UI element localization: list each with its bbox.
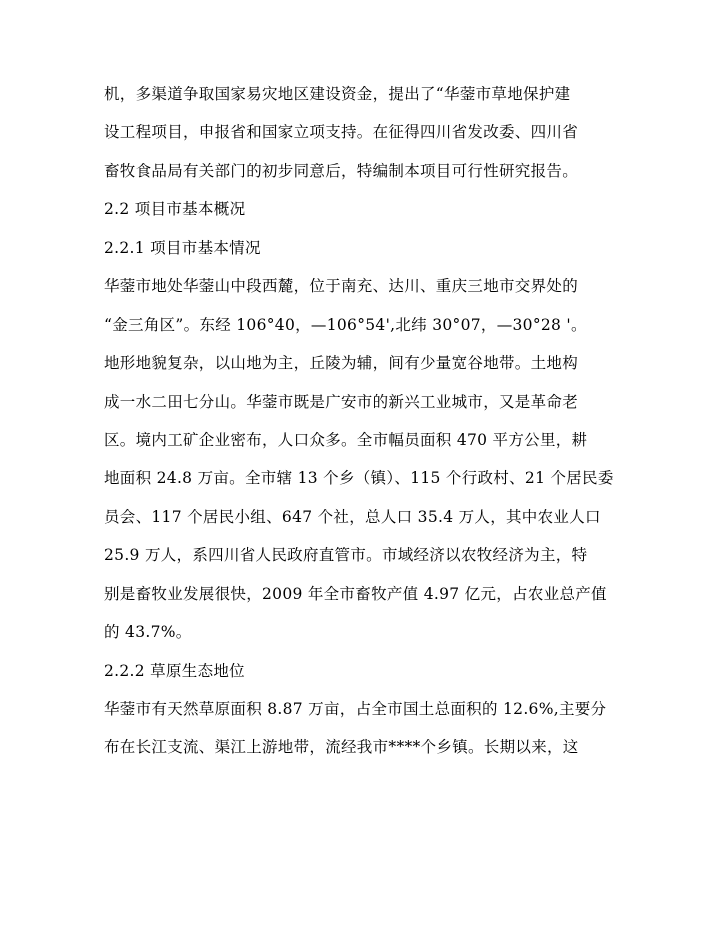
paragraph-line: 华蓥市有天然草原面积 8.87 万亩，占全市国土总面积的 12.6%,主要分 [104,700,607,718]
paragraph-line: 别是畜牧业发展很快，2009 年全市畜牧产值 4.97 亿元，占农业总产值 [104,584,607,603]
paragraph-line: 地面积 24.8 万亩。全市辖 13 个乡（镇）、115 个行政村、21 个居民委 [104,469,614,488]
paragraph-line: 的 43.7%。 [104,623,192,642]
document-body [104,84,624,776]
section-heading-2-2-2: 2.2.2 草原生态地位 [104,661,245,680]
paragraph-line: “金三角区”。东经 106°40，—106°54',北纬 30°07，—30°28 '。 [104,315,587,334]
paragraph-line: 区。境内工矿企业密布，人口众多。全市幅员面积 470 平方公里，耕 [104,430,588,449]
paragraph-line: 员会、117 个居民小组、647 个社，总人口 35.4 万人，其中农业人口 [104,507,601,526]
paragraph-line: 成一水二田七分山。华蓥市既是广安市的新兴工业城市，又是革命老 [104,392,579,411]
paragraph-line: 地形地貌复杂，以山地为主，丘陵为辅，间有少量宽谷地带。土地构 [104,354,579,373]
section-heading-2-2: 2.2 项目市基本概况 [104,200,246,219]
paragraph-line: 畜牧食品局有关部门的初步同意后，特编制本项目可行性研究报告。 [104,161,579,180]
paragraph-line: 设工程项目，申报省和国家立项支持。在征得四川省发改委、四川省 [104,123,579,142]
paragraph-line: 机，多渠道争取国家易灾地区建设资金，提出了“华蓥市草地保护建 [104,85,571,103]
paragraph-line: 华蓥市地处华蓥山中段西麓，位于南充、达川、重庆三地市交界处的 [104,277,579,296]
section-heading-2-2-1: 2.2.1 项目市基本情况 [104,238,261,257]
paragraph-line: 25.9 万人，系四川省人民政府直管市。市域经济以农牧经济为主，特 [104,546,588,565]
paragraph-line: 布在长江支流、渠江上游地带，流经我市****个乡镇。长期以来，这 [104,738,579,757]
